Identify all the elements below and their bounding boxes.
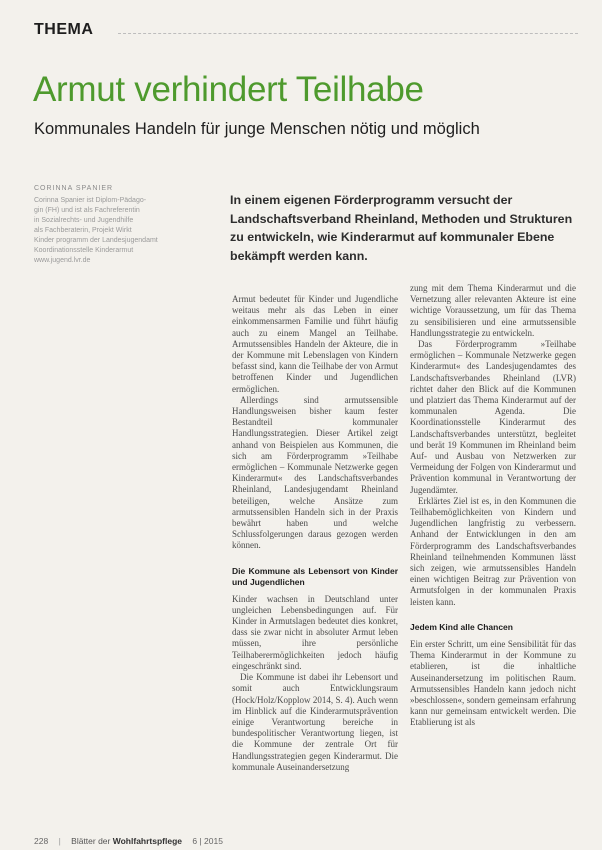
body-column-right (410, 283, 576, 824)
journal-title: Wohlfahrtspflege (112, 836, 183, 846)
body-paragraph: zung mit dem Thema Kinderarmut und die Vernetzung aller relevanten Akteure ist eine wichtige Voraussetzung, um für das Thema zu sensibilisieren und eine armutssensible Handlungsstrategie zu entwickeln. (410, 283, 576, 338)
body-paragraph: Erklärtes Ziel ist es, in den Kommunen die Teilhabemöglichkeiten von Kindern und Jugendlichen langfristig zu verbessern. Anhand der Entwicklungen in den am Förderprogramm des Landschaftsverbandes Rheinland teilnehmenden Kommunen lässt sich zeigen, wie armutssensibles Handeln einen wichtigen Beitrag zur Prävention von Armutsfolgen in der kommunalen Praxis leisten kann. (410, 495, 576, 607)
section-label: THEMA (34, 21, 94, 38)
section-divider (118, 33, 578, 34)
body-paragraph: Das Förderprogramm »Teilhabe ermöglichen – Kommunale Netzwerke gegen Kinderarmut« des Landesjugendamtes des Landschaftsverbandes Rheinland (LVR) richtet daher den Blick auf die Kommunen und platziert das Thema Kinderarmut auf der kommunalen Agenda. Die Koordinationsstelle Kinderarmut des Landschaftsverbandes unterstützt, begleitet und berät 19 Kommunen im Rheinland beim Auf- und Ausbau von Netzwerken zur Vermeidung der Folgen von Kinderarmut und Prävention kommunal in Verantwortung der Jugendämter. (410, 339, 576, 495)
section-heading: Jedem Kind alle Chancen (410, 621, 513, 632)
issue-number: 6 | 2015 (192, 836, 223, 846)
journal-name (71, 836, 182, 846)
article-subtitle: Kommunales Handeln für junge Menschen nötig und möglich (34, 120, 480, 138)
page-number: 228 (34, 836, 49, 846)
author-bio-line: als Fachberaterin, Projekt Wirkt (34, 227, 132, 234)
author-block (34, 184, 212, 266)
footer-separator: | (58, 836, 61, 846)
author-name: CORINNA SPANIER (34, 185, 114, 192)
section-heading: Die Kommune als Lebensort von Kinder und Jugendlichen (232, 565, 398, 587)
body-paragraph: Die Kommune ist dabei ihr Lebensort und somit auch Entwicklungsraum (Hock/Holz/Kopplow 2014, S. 4). Auch wenn im Hinblick auf die Kinderarmutsprävention einige Verantwortung bereiche in bundespolitischer Verantwortung liegen, ist die Kommune der zentrale Ort für Handlungsstrategien gegen Kinderarmut. Die kommunale Auseinandersetzung (232, 672, 398, 772)
article-title: Armut verhindert Teilhabe (33, 70, 424, 109)
author-bio-line: in Sozialrechts- und Jugendhilfe (34, 217, 134, 224)
author-bio-line: Corinna Spanier ist Diplom-Pädago- (34, 197, 147, 204)
body-column-left (232, 294, 398, 824)
author-bio-line: gin (FH) und ist als Fachreferentin (34, 207, 140, 214)
body-paragraph: Armut bedeutet für Kinder und Jugendliche weitaus mehr als das Leben in einer einkommensarmen Familie und führt häufig auch zu einem Mangel an Teilhabe. Armutssensibles Handeln der Akteure, die in der Kommune mit Lebenslagen von Kindern befasst sind, kann die Teilhabe der von Armut betroffenen Kinder und Jugendlichen ermöglichen. (232, 294, 398, 394)
page-footer (34, 836, 574, 848)
author-bio-line: Koordinationsstelle Kinderarmut (34, 247, 134, 254)
body-paragraph: Ein erster Schritt, um eine Sensibilität für das Thema Kinderarmut in der Kommune zu etablieren, ist die inhaltliche Auseinandersetzung im politischen Raum. Armutssensibles Handeln kann jedoch nicht »beschlossen«, sondern gemeinsam erfahrung kann nur gemeinsam entwickelt werden. Die Etablierung ist als (410, 638, 576, 728)
author-bio-link[interactable]: www.jugend.lvr.de (34, 257, 91, 264)
body-paragraph: Allerdings sind armutssensible Handlungsweisen bisher kaum fester Bestandteil kommunaler Handlungsstrategien. Dieser Artikel zeigt anhand von Beispielen aus Kommunen, die sich am Förderprogramm »Teilhabe ermöglichen – Kommunale Netzwerke gegen Kinderarmut« des Landschaftsverbandes Rheinland, Landesjugendamt Rheinland beteiligen, welche Ansätze zum armutssensiblen Handeln sich in der Praxis bewährt haben und welche Schlussfolgerungen daraus gezogen werden können. (232, 394, 398, 551)
body-paragraph: Kinder wachsen in Deutschland unter ungleichen Lebensbedingungen auf. Für Kinder in Armutslagen bedeutet dies konkret, dass sie zwar nicht in absoluter Armut leben müssen, ihre persönliche Teilhaberermöglichkeiten jedoch häufig eingeschränkt sind. (232, 593, 398, 671)
lead-paragraph: In einem eigenen Förderprogramm versucht der Landschaftsverband Rheinland, Methoden und Strukturen zu entwickeln, wie Kinderarmut auf kommunaler Ebene bekämpft werden kann. (230, 193, 573, 263)
author-bio-line: Kinder programm der Landesjugendamt (34, 237, 158, 244)
journal-prefix: Blätter der (71, 836, 111, 846)
